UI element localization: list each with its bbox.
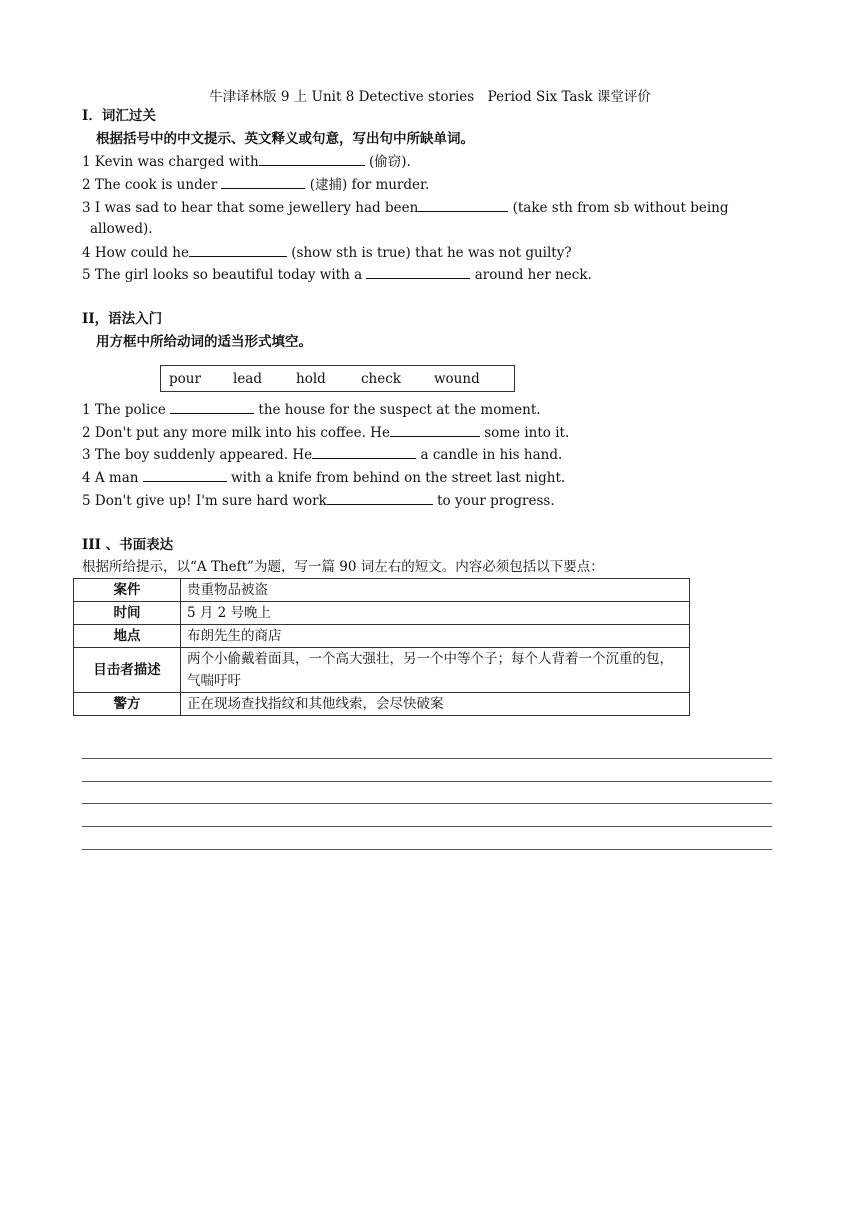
- grammar-item-5-rest: to your progress.: [432, 493, 555, 509]
- answer-blank[interactable]: [259, 152, 365, 166]
- grammar-item-4-text: 4 A man: [82, 470, 143, 486]
- word-box-item: lead: [233, 371, 262, 387]
- writing-line[interactable]: [82, 849, 772, 850]
- table-row-label: 案件: [74, 579, 181, 602]
- word-box-item: check: [361, 371, 401, 387]
- table-row-value: 贵重物品被盗: [181, 579, 690, 602]
- vocab-item-2-text: 2 The cook is under: [82, 177, 222, 193]
- section3-instruction: 根据所给提示，以“A Theft”为题，写一篇 90 词左右的短文。内容必须包括以下要点：: [82, 559, 604, 575]
- vocab-item-2: [82, 175, 429, 194]
- word-box-item: hold: [296, 371, 326, 387]
- grammar-item-5: [82, 491, 555, 510]
- grammar-item-2-text: 2 Don't put any more milk into his coffee. He: [82, 425, 390, 441]
- writing-line[interactable]: [82, 758, 772, 759]
- answer-blank[interactable]: [189, 243, 287, 257]
- writing-prompt-table: [73, 578, 690, 716]
- answer-blank[interactable]: [390, 423, 480, 437]
- grammar-item-2-rest: some into it.: [479, 425, 570, 441]
- vocab-item-3-continued: allowed).: [90, 221, 153, 237]
- grammar-item-4: [82, 468, 565, 487]
- section2-heading: II，语法入门: [82, 311, 163, 327]
- vocab-item-5-hint: around her neck.: [470, 267, 592, 283]
- table-row-label: 时间: [74, 602, 181, 625]
- section1-heading: I．词汇过关: [82, 108, 156, 124]
- grammar-item-4-rest: with a knife from behind on the street last night.: [226, 470, 566, 486]
- vocab-item-1-text: 1 Kevin was charged with: [82, 154, 259, 170]
- table-row-label: 警方: [74, 693, 181, 716]
- table-row-label: 目击者描述: [74, 648, 181, 693]
- table-row: [74, 693, 690, 716]
- grammar-item-3: [82, 445, 562, 464]
- section1-instruction: 根据括号中的中文提示、英文释义或句意，写出句中所缺单词。: [96, 131, 474, 147]
- vocab-item-5-text: 5 The girl looks so beautiful today with a: [82, 267, 367, 283]
- word-box-item: wound: [434, 371, 480, 387]
- vocab-item-2-hint: (逮捕) for murder.: [305, 177, 430, 193]
- grammar-item-1: [82, 400, 541, 419]
- table-row: [74, 648, 690, 693]
- grammar-item-3-rest: a candle in his hand.: [416, 447, 563, 463]
- grammar-item-2: [82, 423, 569, 442]
- table-row-value: 两个小偷戴着面具，一个高大强壮，另一个中等个子；每个人背着一个沉重的包，气喘吁吁: [181, 648, 690, 693]
- table-row-value: 布朗先生的商店: [181, 625, 690, 648]
- vocab-item-3: [82, 198, 728, 217]
- table-row-value: 5 月 2 号晚上: [181, 602, 690, 625]
- writing-line[interactable]: [82, 781, 772, 782]
- grammar-item-1-rest: the house for the suspect at the moment.: [254, 402, 541, 418]
- vocab-item-1: [82, 152, 411, 171]
- vocab-item-1-hint: (偷窃).: [364, 154, 411, 170]
- writing-line[interactable]: [82, 826, 772, 827]
- vocab-item-3-text: 3 I was sad to hear that some jewellery had been: [82, 200, 419, 216]
- grammar-item-3-text: 3 The boy suddenly appeared. He: [82, 447, 313, 463]
- answer-blank[interactable]: [221, 175, 305, 189]
- table-row: [74, 625, 690, 648]
- word-box: [160, 365, 515, 392]
- vocab-item-4: [82, 243, 572, 262]
- answer-blank[interactable]: [170, 400, 254, 414]
- page-title: 牛津译林版 9 上 Unit 8 Detective stories Period Six Task 课堂评价: [209, 89, 651, 105]
- vocab-item-5: [82, 265, 592, 284]
- grammar-item-5-text: 5 Don't give up! I'm sure hard work: [82, 493, 327, 509]
- answer-blank[interactable]: [366, 265, 470, 279]
- table-row-value: 正在现场查找指纹和其他线索，会尽快破案: [181, 693, 690, 716]
- grammar-item-1-text: 1 The police: [82, 402, 171, 418]
- answer-blank[interactable]: [327, 491, 433, 505]
- section3-heading: III 、书面表达: [82, 537, 174, 553]
- word-box-item: pour: [169, 371, 201, 387]
- section2-instruction: 用方框中所给动词的适当形式填空。: [96, 334, 312, 350]
- vocab-item-3-hint: (take sth from sb without being: [508, 200, 729, 216]
- writing-line[interactable]: [82, 803, 772, 804]
- answer-blank[interactable]: [312, 445, 416, 459]
- vocab-item-4-hint: (show sth is true) that he was not guilty?: [286, 245, 572, 261]
- answer-blank[interactable]: [418, 198, 508, 212]
- table-row: [74, 579, 690, 602]
- table-row: [74, 602, 690, 625]
- table-row-label: 地点: [74, 625, 181, 648]
- answer-blank[interactable]: [143, 468, 227, 482]
- vocab-item-4-text: 4 How could he: [82, 245, 189, 261]
